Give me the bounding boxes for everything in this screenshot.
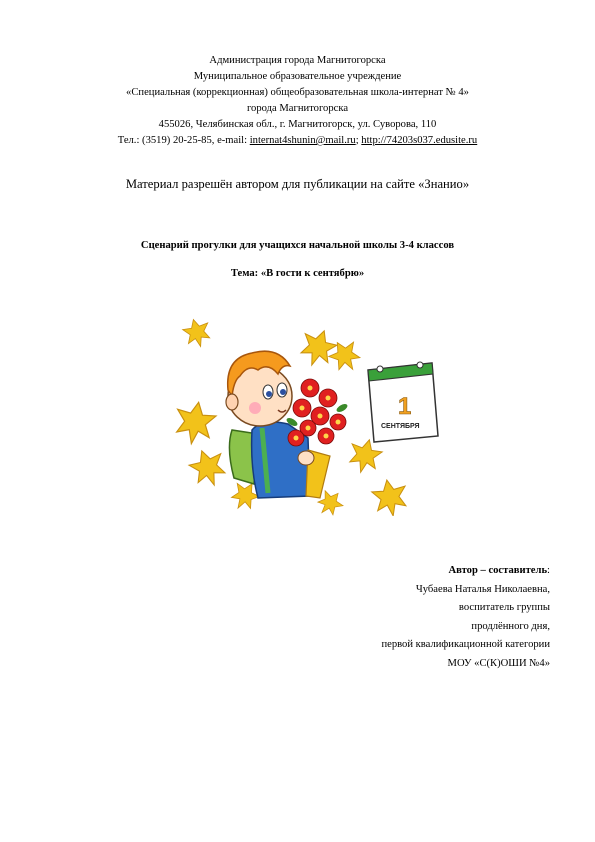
- maple-leaf-icon: [370, 477, 410, 516]
- calendar-day: 1: [398, 393, 412, 420]
- author-label: Автор – составитель: [448, 565, 548, 576]
- maple-leaf-icon: [172, 399, 218, 447]
- calendar-icon: [368, 362, 438, 442]
- maple-leaf-icon: [181, 318, 213, 350]
- header-address: 455026, Челябинская обл., г. Магнитогорск, ул. Суворова, 110: [158, 119, 437, 130]
- calendar-month: СЕНТЯБРЯ: [381, 423, 420, 430]
- header-city: города Магнитогорска: [246, 103, 349, 114]
- publication-permission: Материал разрешён автором для публикации на сайте «Знанио»: [125, 177, 470, 191]
- email-link[interactable]: internat4shunin@mail.ru: [249, 135, 356, 146]
- header-school-name: «Специальная (коррекционная) общеобразовательная школа-интернат № 4»: [126, 87, 469, 98]
- author-category: первой квалификационной категории: [381, 639, 550, 651]
- boy-with-flowers-illustration: [170, 318, 470, 516]
- phone-text: Тел.: (3519) 20-25-85, e-mail:: [117, 135, 250, 146]
- institution-header: [0, 53, 595, 149]
- author-name: Чубаева Наталья Николаевна,: [415, 583, 550, 595]
- author-label-line: [381, 562, 550, 581]
- author-label-colon: :: [547, 565, 550, 576]
- header-contacts: [0, 133, 595, 149]
- scenario-title: Сценарий прогулки для учащихся начальной школы 3-4 классов: [140, 240, 455, 251]
- header-administration: Администрация города Магнитогорска: [209, 55, 386, 66]
- website-link[interactable]: http://74203s037.edusite.ru: [361, 135, 478, 146]
- maple-leaf-icon: [325, 336, 365, 377]
- author-role-line2: продлённого дня,: [471, 620, 550, 632]
- contact-separator: ;: [355, 135, 362, 146]
- header-institution-type: Муниципальное образовательное учреждение: [193, 71, 402, 82]
- author-organization: МОУ «С(К)ОШИ №4»: [447, 657, 550, 669]
- theme-title: Тема: «В гости к сентябрю»: [230, 268, 365, 279]
- author-block: [381, 562, 550, 674]
- author-role-line1: воспитатель группы: [458, 602, 550, 614]
- maple-leaf-icon: [186, 445, 230, 491]
- maple-leaf-icon: [296, 325, 340, 371]
